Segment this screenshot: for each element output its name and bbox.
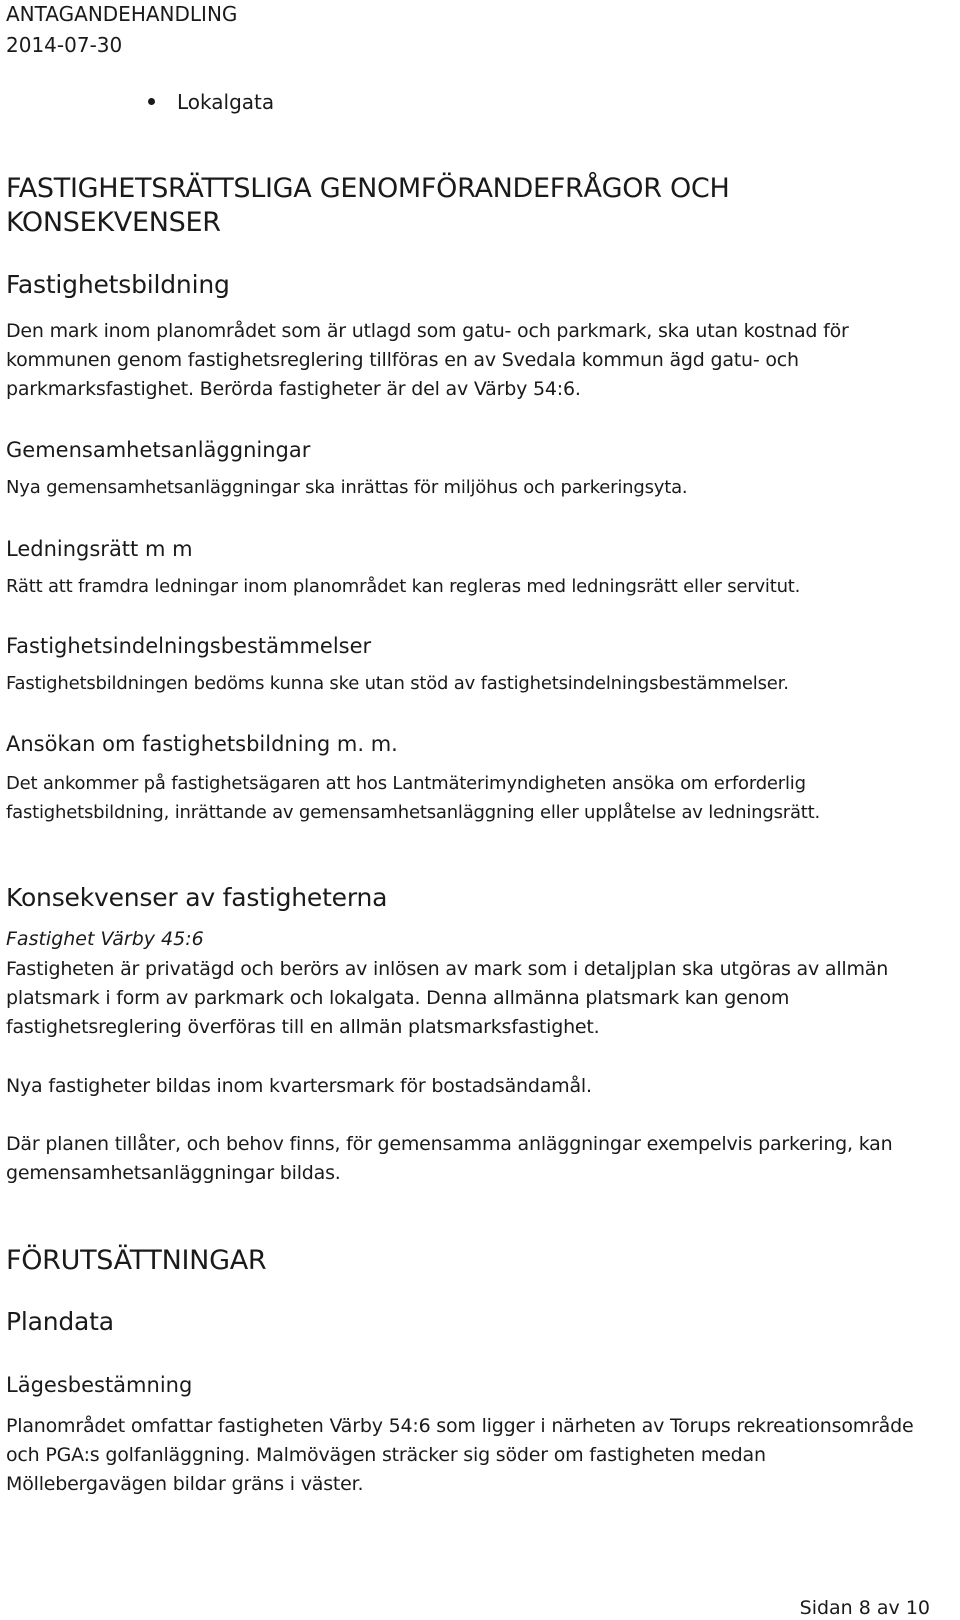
section-heading-genomforande-line2: KONSEKVENSER (6, 207, 221, 238)
bullet-item-text: Lokalgata (177, 90, 275, 114)
heading-fastighetsindelningsbestammelser: Fastighetsindelningsbestämmelser (6, 634, 372, 658)
paragraph-line: Nya gemensamhetsanläggningar ska inrättas för miljöhus och parkeringsyta. (6, 477, 688, 498)
paragraph-line: gemensamhetsanläggningar bildas. (6, 1162, 341, 1184)
paragraph-line: Rätt att framdra ledningar inom planområdet kan regleras med ledningsrätt eller servitut. (6, 576, 801, 597)
paragraph-line: Fastighetsbildningen bedöms kunna ske utan stöd av fastighetsindelningsbestämmelser. (6, 673, 789, 694)
paragraph-line: och PGA:s golfanläggning. Malmövägen sträcker sig söder om fastigheten medan (6, 1444, 766, 1466)
paragraph-line: fastighetsreglering överföras till en allmän platsmarksfastighet. (6, 1016, 600, 1038)
paragraph-line: Det ankommer på fastighetsägaren att hos Lantmäterimyndigheten ansöka om erforderlig (6, 773, 806, 794)
heading-ansokan-om-fastighetsbildning: Ansökan om fastighetsbildning m. m. (6, 732, 398, 756)
document-header-title: ANTAGANDEHANDLING (6, 2, 238, 26)
section-heading-genomforande-line1: FASTIGHETSRÄTTSLIGA GENOMFÖRANDEFRÅGOR OCH (6, 173, 730, 204)
heading-lagesbestamning: Lägesbestämning (6, 1373, 193, 1397)
paragraph-line: Möllebergavägen bildar gräns i väster. (6, 1473, 364, 1495)
heading-ledningsratt: Ledningsrätt m m (6, 537, 193, 561)
paragraph-line: fastighetsbildning, inrättande av gemensamhetsanläggning eller upplåtelse av ledningsrätt. (6, 802, 821, 823)
paragraph-line: platsmark i form av parkmark och lokalgata. Denna allmänna platsmark kan genom (6, 987, 790, 1009)
bullet-item (148, 88, 274, 116)
paragraph-line: Där planen tillåter, och behov finns, för gemensamma anläggningar exempelvis parkering, kan (6, 1133, 893, 1155)
document-header-date: 2014-07-30 (6, 33, 123, 57)
paragraph-line: Planområdet omfattar fastigheten Värby 54:6 som ligger i närheten av Torups rekreationsområde (6, 1415, 914, 1437)
paragraph-line: Nya fastigheter bildas inom kvartersmark för bostadsändamål. (6, 1075, 592, 1097)
page-number: Sidan 8 av 10 (799, 1597, 930, 1619)
heading-gemensamhetsanlaggningar: Gemensamhetsanläggningar (6, 438, 311, 462)
paragraph-line: kommunen genom fastighetsreglering tillföras en av Svedala kommun ägd gatu- och (6, 349, 799, 371)
paragraph-line: parkmarksfastighet. Berörda fastigheter är del av Värby 54:6. (6, 378, 581, 400)
subheading-fastighet-varby: Fastighet Värby 45:6 (6, 928, 204, 950)
heading-plandata: Plandata (6, 1307, 114, 1336)
heading-konsekvenser-av-fastigheterna: Konsekvenser av fastigheterna (6, 883, 388, 912)
bullet-icon (148, 98, 155, 105)
paragraph-line: Fastigheten är privatägd och berörs av inlösen av mark som i detaljplan ska utgöras av allmän (6, 958, 889, 980)
section-heading-forutsattningar: FÖRUTSÄTTNINGAR (6, 1245, 267, 1276)
paragraph-line: Den mark inom planområdet som är utlagd som gatu- och parkmark, ska utan kostnad för (6, 320, 849, 342)
heading-fastighetsbildning: Fastighetsbildning (6, 270, 230, 299)
